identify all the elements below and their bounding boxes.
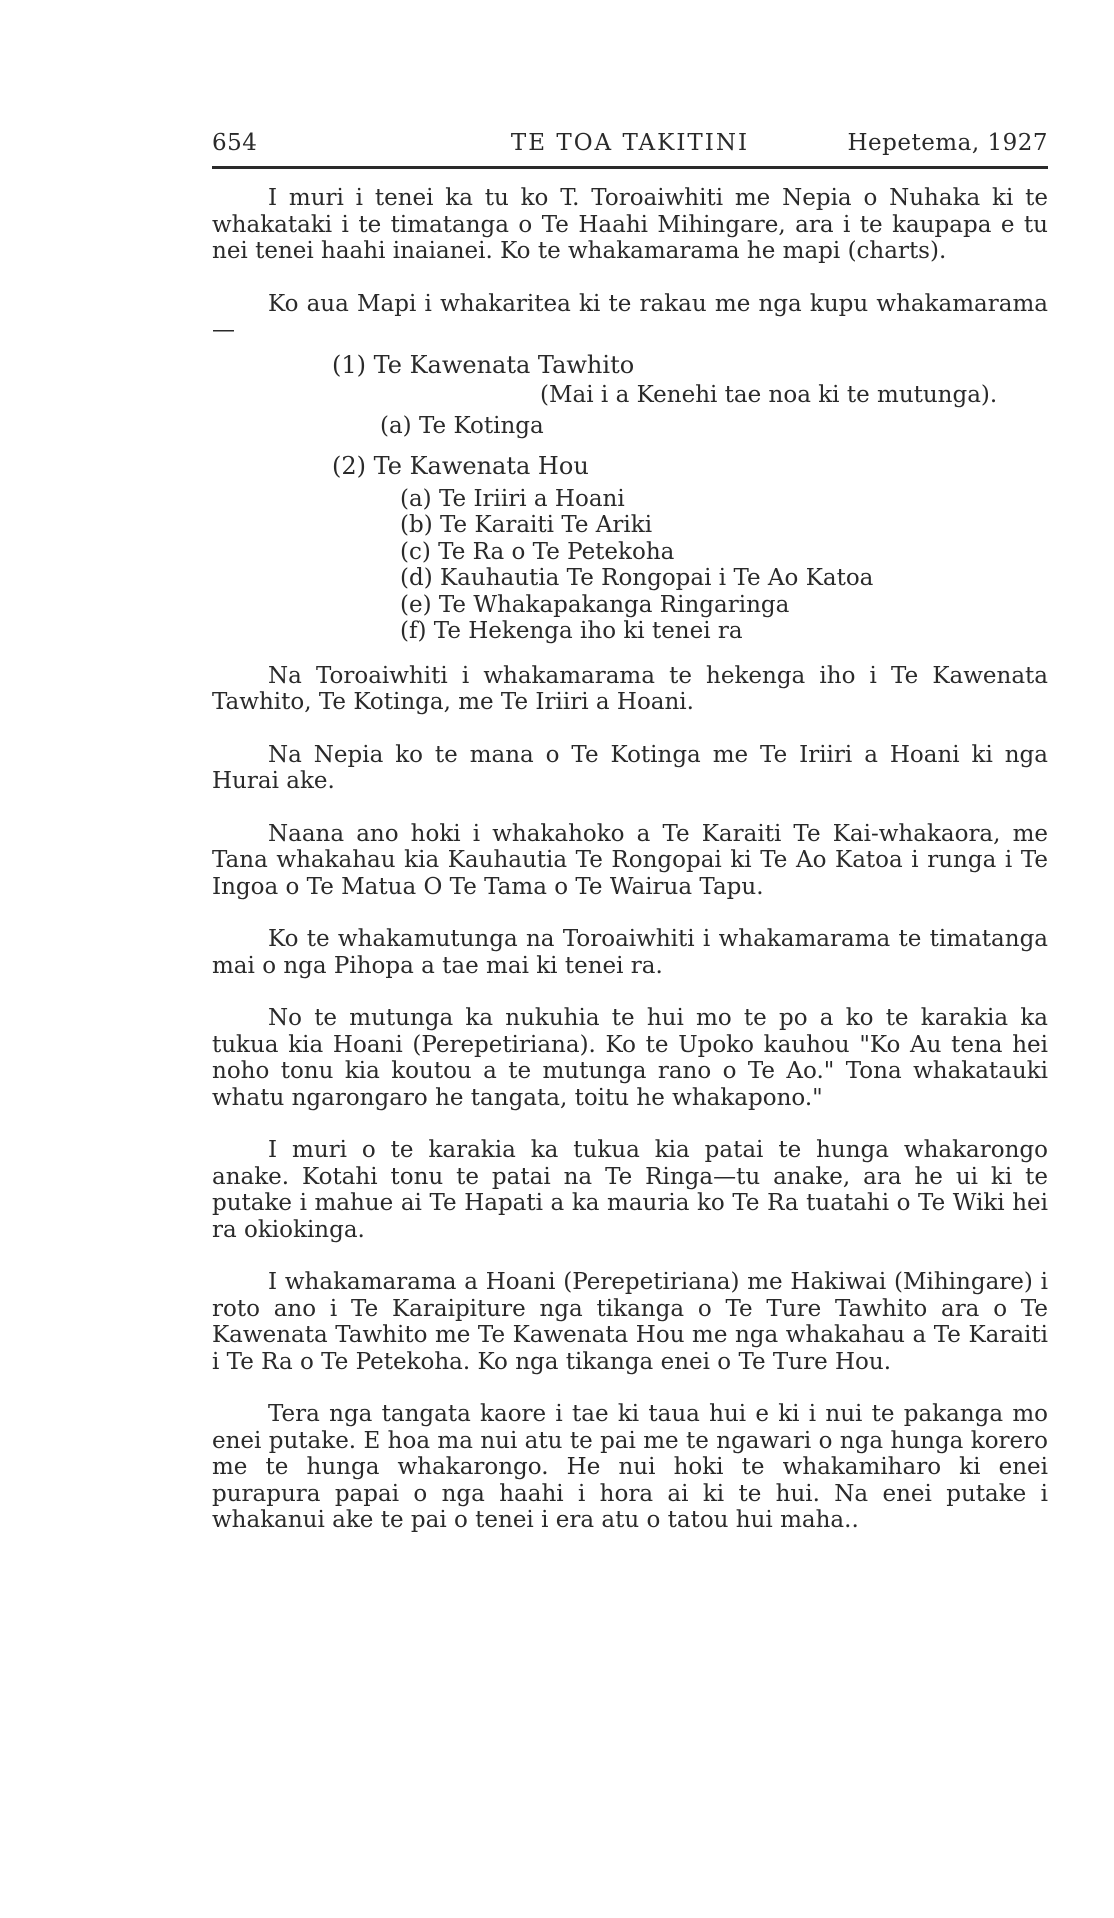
outline-list [212, 352, 1048, 645]
running-header [212, 130, 1048, 160]
paragraph: Naana ano hoki i whakahoko a Te Karaiti Te Kai-whakaora, me Tana whakahau kia Kauhautia Te Rongopai ki Te Ao Katoa i runga i Te Ingoa o Te Matua O Te Tama o Te Wairua Tapu. [212, 820, 1048, 900]
paragraph: I muri i tenei ka tu ko T. Toroaiwhiti me Nepia o Nuhaka ki te whakataki i te timatanga o Te Haahi Mihingare, ara i te kaupapa e tu nei tenei haahi inaianei. Ko te whakamarama he mapi (charts). [212, 185, 1048, 264]
paragraph: Na Nepia ko te mana o Te Kotinga me Te Iriiri a Hoani ki nga Hurai ake. [212, 741, 1048, 794]
paragraph: I muri o te karakia ka tukua kia patai te hunga whakarongo anake. Kotahi tonu te patai na Te Ringa—tu anake, ara he ui ki te putake i mahue ai Te Hapati a ka mauria ko Te Ra tuatahi o Te Wiki hei ra okiokinga. [212, 1137, 1048, 1243]
paragraph: No te mutunga ka nukuhia te hui mo te po a ko te karakia ka tukua kia Hoani (Perepetiriana). Ko te Upoko kauhou "Ko Au tena hei noho tonu kia koutou a te mutunga rano o Te Ao." Tona whakatauki whatu ngarongaro he tangata, toitu he whakapono." [212, 1005, 1048, 1111]
outline-subitem: (b) Te Karaiti Te Ariki [400, 512, 653, 538]
paragraph: Na Toroaiwhiti i whakamarama te hekenga iho i Te Kawenata Tawhito, Te Kotinga, me Te Iriiri a Hoani. [212, 662, 1048, 715]
paragraph: Tera nga tangata kaore i tae ki taua hui e ki i nui te pakanga mo enei putake. E hoa ma nui atu te pai me te ngawari o nga hunga korero me te hunga whakarongo. He nui hoki te whakamiharo ki enei purapura papai o nga haahi i hora ai ki te hui. Na enei putake i whakanui ake te pai o tenei i era atu o tatou hui maha.. [212, 1401, 1048, 1533]
outline-subitem: (a) Te Iriiri a Hoani [400, 485, 625, 512]
header-rule [212, 166, 1048, 169]
paragraph: I whakamarama a Hoani (Perepetiriana) me Hakiwai (Mihingare) i roto ano i Te Karaipiture nga tikanga o Te Ture Tawhito ara o Te Kawenata Tawhito me Te Kawenata Hou me nga whakahau a Te Karaiti i Te Ra o Te Petekoha. Ko nga tikanga enei o Te Ture Hou. [212, 1269, 1048, 1375]
outline-note: (Mai i a Kenehi tae noa ki te mutunga). [540, 382, 998, 408]
outline-item: (2) Te Kawenata Hou [332, 452, 589, 480]
outline-item: (1) Te Kawenata Tawhito [332, 350, 635, 379]
paragraph: Ko aua Mapi i whakaritea ki te rakau me nga kupu whakamarama— [212, 290, 1048, 343]
outline-subitem: (c) Te Ra o Te Petekoha [400, 538, 675, 565]
outline-subitem: (f) Te Hekenga iho ki tenei ra [400, 618, 743, 644]
journal-title: TE TOA TAKITINI [510, 130, 750, 156]
article-body [212, 185, 1048, 1560]
outline-subitem: (a) Te Kotinga [380, 412, 544, 439]
outline-subitem: (e) Te Whakapakanga Ringaringa [400, 591, 790, 618]
outline-subitem: (d) Kauhautia Te Rongopai i Te Ao Katoa [400, 565, 874, 591]
issue-date: Hepetema, 1927 [847, 130, 1048, 156]
paragraph: Ko te whakamutunga na Toroaiwhiti i whakamarama te timatanga mai o nga Pihopa a tae mai ki tenei ra. [212, 926, 1048, 979]
page-number: 654 [212, 130, 258, 156]
